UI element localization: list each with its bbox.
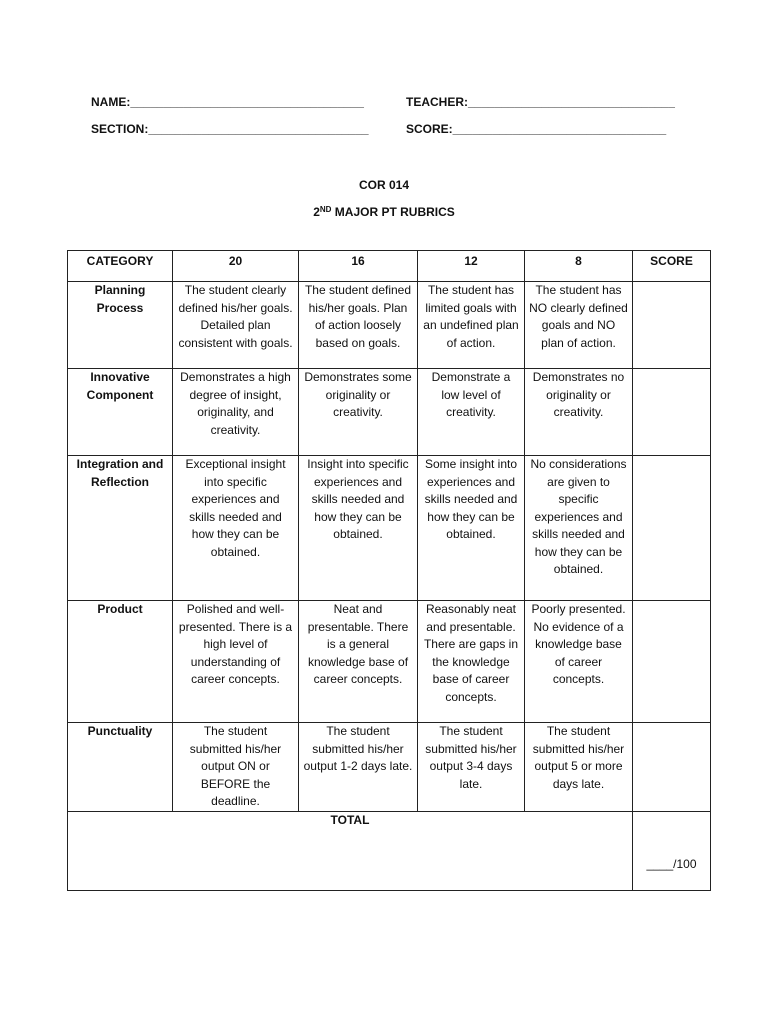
criteria-cell: Poorly presented. No evidence of a knowledge base of career concepts. [525,601,633,723]
table-row [68,369,711,456]
criteria-cell: No considerations are given to specific experiences and skills needed and how they can be obtained. [525,456,633,601]
teacher-field-label: TEACHER:_______________________________ [406,95,675,109]
criteria-cell: Insight into specific experiences and skills needed and how they can be obtained. [299,456,418,601]
category-cell: Innovative Component [68,369,173,456]
criteria-cell: The student submitted his/her output 5 or more days late. [525,723,633,812]
criteria-cell: The student has NO clearly defined goals and NO plan of action. [525,282,633,369]
score-cell[interactable] [633,456,711,601]
score-cell[interactable] [633,601,711,723]
criteria-cell: The student defined his/her goals. Plan of action loosely based on goals. [299,282,418,369]
criteria-cell: The student submitted his/her output 3-4 days late. [418,723,525,812]
section-field-label: SECTION:_________________________________ [91,122,369,136]
category-cell: Planning Process [68,282,173,369]
criteria-cell: Some insight into experiences and skills needed and how they can be obtained. [418,456,525,601]
criteria-cell: Exceptional insight into specific experiences and skills needed and how they can be obtained. [173,456,299,601]
criteria-cell: Neat and presentable. There is a general knowledge base of career concepts. [299,601,418,723]
criteria-cell: The student clearly defined his/her goals. Detailed plan consistent with goals. [173,282,299,369]
score-cell[interactable] [633,723,711,812]
criteria-cell: Reasonably neat and presentable. There are gaps in the knowledge base of career concepts. [418,601,525,723]
header-category: CATEGORY [68,251,173,282]
header-score-20: 20 [173,251,299,282]
category-cell: Punctuality [68,723,173,812]
rubric-table [67,250,711,891]
criteria-cell: The student submitted his/her output ON or BEFORE the deadline. [173,723,299,812]
criteria-cell: Polished and well-presented. There is a high level of understanding of career concepts. [173,601,299,723]
course-code: COR 014 [358,178,410,192]
header-score-12: 12 [418,251,525,282]
criteria-cell: Demonstrates a high degree of insight, originality, and creativity. [173,369,299,456]
score-cell[interactable] [633,282,711,369]
table-row [68,601,711,723]
rubric-title-prefix: 2 [313,205,320,219]
header-score-16: 16 [299,251,418,282]
rubric-title-suffix: MAJOR PT RUBRICS [331,205,455,219]
rubric-title [0,205,768,219]
header-score: SCORE [633,251,711,282]
table-header-row [68,251,711,282]
criteria-cell: The student has limited goals with an undefined plan of action. [418,282,525,369]
category-cell: Integration and Reflection [68,456,173,601]
total-row [68,811,711,890]
table-row [68,723,711,812]
criteria-cell: Demonstrates no originality or creativity. [525,369,633,456]
table-row [68,456,711,601]
score-field-label: SCORE:________________________________ [406,122,667,136]
table-row [68,282,711,369]
name-field-label: NAME:___________________________________ [91,95,364,109]
header-score-8: 8 [525,251,633,282]
criteria-cell: The student submitted his/her output 1-2 days late. [299,723,418,812]
criteria-cell: Demonstrate a low level of creativity. [418,369,525,456]
category-cell: Product [68,601,173,723]
criteria-cell: Demonstrates some originality or creativity. [299,369,418,456]
total-label: TOTAL [68,811,633,890]
score-cell[interactable] [633,369,711,456]
rubric-title-superscript: ND [319,205,332,214]
total-score-field[interactable]: ____/100 [633,811,711,890]
